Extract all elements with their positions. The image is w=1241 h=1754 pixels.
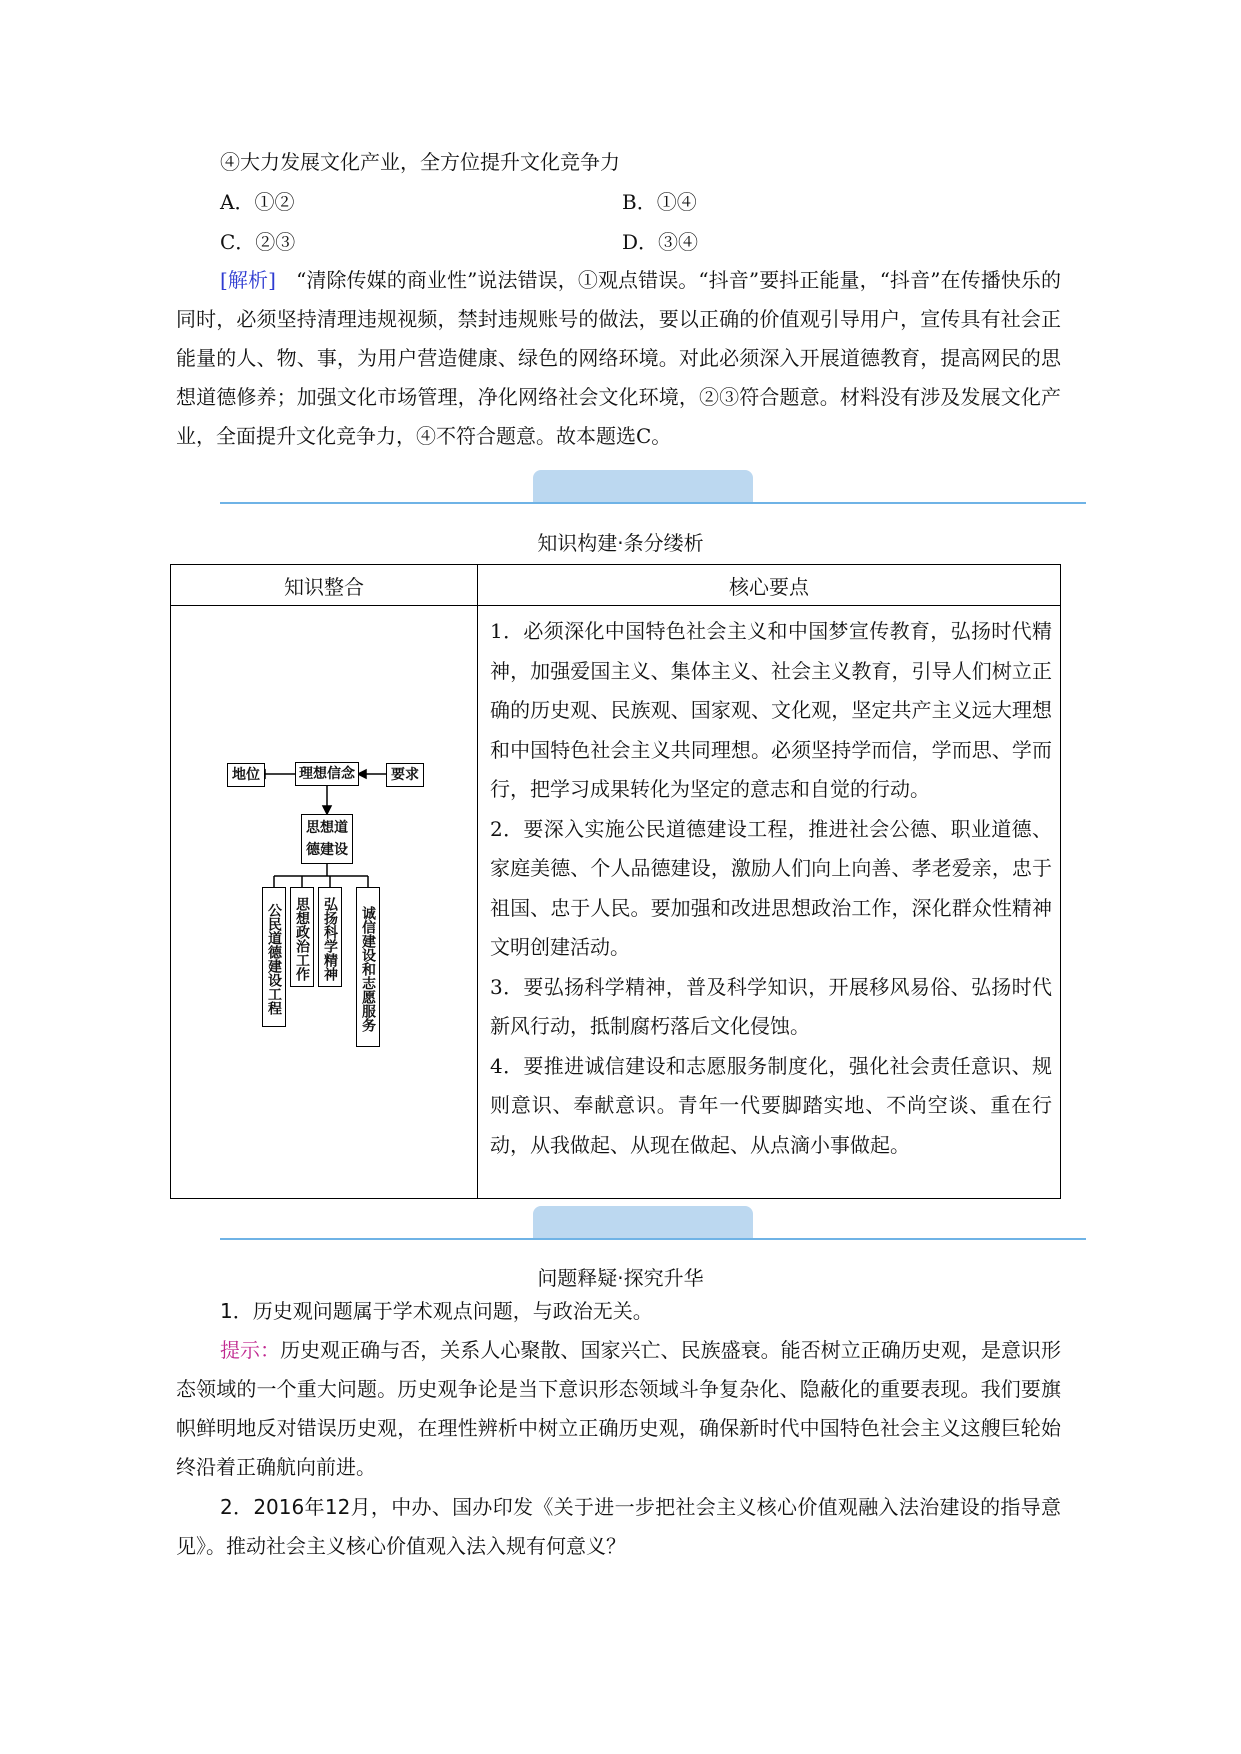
diagram-node-ideological-moral: 思想道德建设 xyxy=(301,814,353,864)
option-4-text: ④大力发展文化产业，全方位提升文化竞争力 xyxy=(220,150,620,174)
diagram-branch-political-work: 思想政治工作 xyxy=(290,887,314,987)
section-banner-2 xyxy=(220,1206,1086,1242)
diagram-branch-integrity-volunteer: 诚信建设和志愿服务 xyxy=(356,887,380,1047)
keypoint-1: 1．必须深化中国特色社会主义和中国梦宣传教育，弘扬时代精神，加强爱国主义、集体主义、社会主义教育，引导人们树立正确的历史观、民族观、国家观、文化观，坚定共产主义远大理想和中国特色社会主义共同理想。必须坚持学而信，学而思、学而行，把学习成果转化为坚定的意志和自觉的行动。 xyxy=(490,619,1052,801)
question-2: 2．2016年12月，中办、国办印发《关于进一步把社会主义核心价值观融入法治建设的指导意见》。推动社会主义核心价值观入法入规有何意义？ xyxy=(176,1495,1061,1558)
banner-tab xyxy=(533,470,753,502)
choice-b: B．①④ xyxy=(622,190,697,214)
keypoint-4: 4．要推进诚信建设和志愿服务制度化，强化社会责任意识、规则意识、奉献意识。青年一代要脚踏实地、不尚空谈、重在行动，从我做起、从现在做起、从点滴小事做起。 xyxy=(490,1053,1052,1157)
section-banner-1 xyxy=(220,470,1086,506)
question-1: 1．历史观问题属于学术观点问题，与政治无关。 xyxy=(220,1299,653,1323)
keypoints-cell xyxy=(478,606,1061,1199)
knowledge-table xyxy=(170,564,1061,1199)
analysis-paragraph xyxy=(176,261,1061,456)
table-header-keypoints: 核心要点 xyxy=(478,565,1061,606)
banner-tab xyxy=(533,1206,753,1238)
hint-paragraph xyxy=(176,1331,1061,1487)
hint-tag: 提示： xyxy=(220,1338,281,1362)
banner-rule xyxy=(220,502,1086,504)
analysis-tag: [解析] xyxy=(220,268,276,292)
diagram-cell xyxy=(171,606,478,1199)
keypoint-2: 2．要深入实施公民道德建设工程，推进社会公德、职业道德、家庭美德、个人品德建设，激励人们向上向善、孝老爱亲，忠于祖国、忠于人民。要加强和改进思想政治工作，深化群众性精神文明创建活动。 xyxy=(490,816,1052,959)
diagram-node-requirement: 要求 xyxy=(386,763,424,787)
section-title-knowledge: 知识构建·条分缕析 xyxy=(537,531,704,555)
hint-text: 历史观正确与否，关系人心聚散、国家兴亡、民族盛衰。能否树立正确历史观，是意识形态领域的一个重大问题。历史观争论是当下意识形态领域斗争复杂化、隐蔽化的重要表现。我们要旗帜鲜明地反对错误历史观，在理性辨析中树立正确历史观，确保新时代中国特色社会主义这艘巨轮始终沿着正确航向前进。 xyxy=(176,1338,1062,1479)
table-header-integration: 知识整合 xyxy=(171,565,478,606)
banner-rule xyxy=(220,1238,1086,1240)
diagram-node-ideal-belief: 理想信念 xyxy=(295,762,359,786)
section-title-questions: 问题释疑·探究升华 xyxy=(537,1266,704,1290)
analysis-text: “清除传媒的商业性”说法错误，①观点错误。“抖音”要抖正能量，“抖音”在传播快乐的同时，必须坚持清理违规视频，禁封违规账号的做法，要以正确的价值观引导用户，宣传具有社会正能量的人、物、事，为用户营造健康、绿色的网络环境。对此必须深入开展道德教育，提高网民的思想道德修养；加强文化市场管理，净化网络社会文化环境，②③符合题意。材料没有涉及发展文化产业，全面提升文化竞争力，④不符合题意。故本题选C。 xyxy=(176,268,1061,448)
choice-a: A．①② xyxy=(220,190,295,214)
choice-d: D．③④ xyxy=(622,230,699,254)
keypoint-3: 3．要弘扬科学精神，普及科学知识，开展移风易俗、弘扬时代新风行动，抵制腐朽落后文化侵蚀。 xyxy=(490,974,1052,1038)
diagram-branch-civic-morality: 公民道德建设工程 xyxy=(262,887,286,1027)
diagram-node-position: 地位 xyxy=(227,763,265,787)
diagram-branch-science-spirit: 弘扬科学精神 xyxy=(318,887,342,987)
choice-c: C．②③ xyxy=(220,230,296,254)
